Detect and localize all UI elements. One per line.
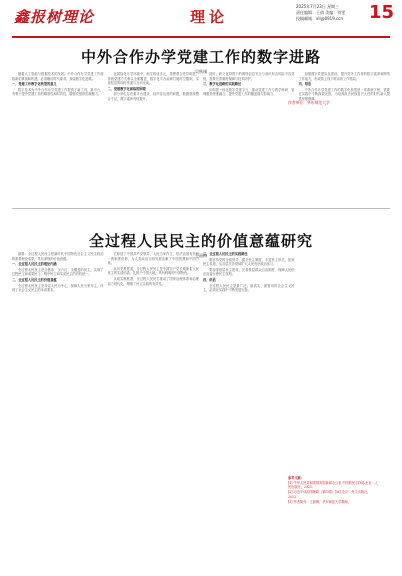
subheading: 一、党建工作数字化转型的意义 bbox=[12, 82, 57, 87]
subheading: 三、数字化进路的实践路径 bbox=[203, 82, 242, 87]
paragraph: 全过程人民民主是全链条、全方位、全覆盖的民主，实现了过程民主和成果民主、程序民主和实质民主的有机统一。 bbox=[12, 267, 104, 277]
subheading: 一、全过程人民民主的理论内涵 bbox=[12, 262, 57, 267]
paragraph: 从现实维度看，全过程人民民主推动了国家治理体系和治理能力现代化，增强了民主实践的有效性。 bbox=[107, 276, 199, 286]
article-column bbox=[203, 252, 295, 564]
paragraph: 它彰显了中国共产党领导、人民当家作主、依法治国有机统一的制度优势，为人类政治文明发展贡献了中国智慧和中国方案。 bbox=[107, 252, 199, 266]
article-columns bbox=[12, 252, 390, 564]
subheading: 四、结语 bbox=[203, 277, 216, 282]
paragraph: 全过程人民民主是最广泛、最真实、最管用的社会主义民主，必须在实践中不断发展完善。 bbox=[203, 283, 295, 293]
paragraph: 数字技术为中外合作办学党建工作提供了新工具、新平台，有利于提升党建工作的精准性和时效性，增强党组织的凝聚力。 bbox=[12, 87, 104, 97]
references-title: 参考文献： bbox=[288, 476, 304, 480]
article-divider bbox=[12, 208, 390, 209]
subheading: 四、结语 bbox=[298, 82, 312, 87]
editor-line: 责任编辑：王倩 美编：刘雯 bbox=[296, 10, 346, 15]
masthead-meta bbox=[296, 4, 366, 22]
subheading: 二、党建数字化面临的困境 bbox=[107, 86, 146, 91]
issue-date: 2025年7月23日 星期三 bbox=[296, 4, 340, 9]
reference-item: [3] 作者简介：王丽梅，华东师范大学教师。 bbox=[288, 499, 351, 504]
paragraph: 从历史维度看，全过程人民民主是中国共产党长期探索人民民主的实践结晶，扎根于中国大地，具有鲜明的中国特色。 bbox=[107, 266, 199, 276]
references bbox=[288, 476, 378, 504]
article-title: 中外合作办学党建工作的数字进路 bbox=[80, 48, 321, 66]
paragraph: 要坚持党的全面领导，健全民主制度，丰富民主形式，拓宽民主渠道，从各层次各领域扩大人民有序政治参与。 bbox=[203, 257, 295, 267]
article-column bbox=[12, 72, 104, 196]
paragraph: 全过程人民民主坚持以人民为中心，保障人民当家作主，体现了社会主义民主的本质要求。 bbox=[12, 283, 104, 293]
paragraph: 应构建一体化数字党建平台，推动党建工作与教学科研、管理服务深度融合，提升党建工作的覆盖面与影响力。 bbox=[203, 87, 295, 97]
paragraph: 随着人工智能与数据技术的发展，中外合作办学党建工作面临新的挑战和机遇，必须顺应时代要求，探索数字化进路。 bbox=[12, 72, 104, 81]
article-column bbox=[108, 252, 200, 564]
article-byline: 王丽梅 bbox=[195, 253, 207, 258]
masthead bbox=[0, 0, 402, 38]
masthead-rule bbox=[12, 36, 390, 38]
section-title: 理论 bbox=[190, 8, 229, 26]
paragraph: 要加强基层民主建设，完善基层群众自治制度，保障人民依法直接行使民主权利。 bbox=[203, 267, 295, 277]
article-title: 全过程人民民主的价值意蕴研究 bbox=[88, 232, 313, 250]
author-affiliation-note: 作者单位：华东师范大学 bbox=[288, 100, 330, 105]
article-column bbox=[108, 72, 200, 196]
paragraph: 加强数字党建队伍建设，提升党务工作者的数字素养和网络工作能力，形成线上线下联动的工作格局。 bbox=[298, 72, 390, 81]
paragraph: 中外合作办学党建工作的数字化转型是一项系统工程，需要在实践中不断探索完善，为培养担当民族复兴大任的时代新人提供坚强保障。 bbox=[298, 87, 390, 101]
subheading: 三、全过程人民民主的实践路径 bbox=[203, 252, 248, 256]
paragraph: 在国际化办学环境中，师生构成多元，思想观念差异明显，传统党建方式难以全面覆盖，数字化平台能够打破时空限制，实现信息的即时传递与互动交流。 bbox=[107, 72, 199, 86]
paragraph: 同时，跨文化背景下的网络信息安全与意识形态风险不容忽视，需要完善制度保障与技术防护。 bbox=[203, 72, 295, 81]
page-number: 15 bbox=[369, 2, 395, 23]
paragraph: 摘要：全过程人民民主是新时代中国特色社会主义民主政治的重要理论成果，具有深刻的价值意蕴。 bbox=[12, 252, 104, 261]
article-column-spacer bbox=[299, 252, 391, 564]
submission-email: 投稿邮箱：xll@0919.ccn bbox=[296, 16, 343, 21]
newspaper-logo: 鑫报树理论 bbox=[14, 8, 95, 26]
article-whole-process-democracy bbox=[12, 210, 390, 566]
paragraph: 部分单位存在重平台建设、轻内容运营的问题，数据资源整合不足，数字素养有待提升。 bbox=[107, 92, 199, 101]
article-column bbox=[203, 72, 295, 196]
subheading: 二、全过程人民民主的价值意蕴 bbox=[12, 277, 57, 282]
reference-item: [1] 中华人民共和国国务院新闻办公室.中国的民主[M].北京：人民出版社，2021. bbox=[288, 480, 378, 490]
article-column bbox=[12, 252, 104, 564]
reference-item: [2] 习近平谈治国理政（第四卷）[M].北京：外文出版社，2022. bbox=[288, 490, 371, 499]
article-byline: 吴秋瑾 bbox=[195, 69, 207, 74]
